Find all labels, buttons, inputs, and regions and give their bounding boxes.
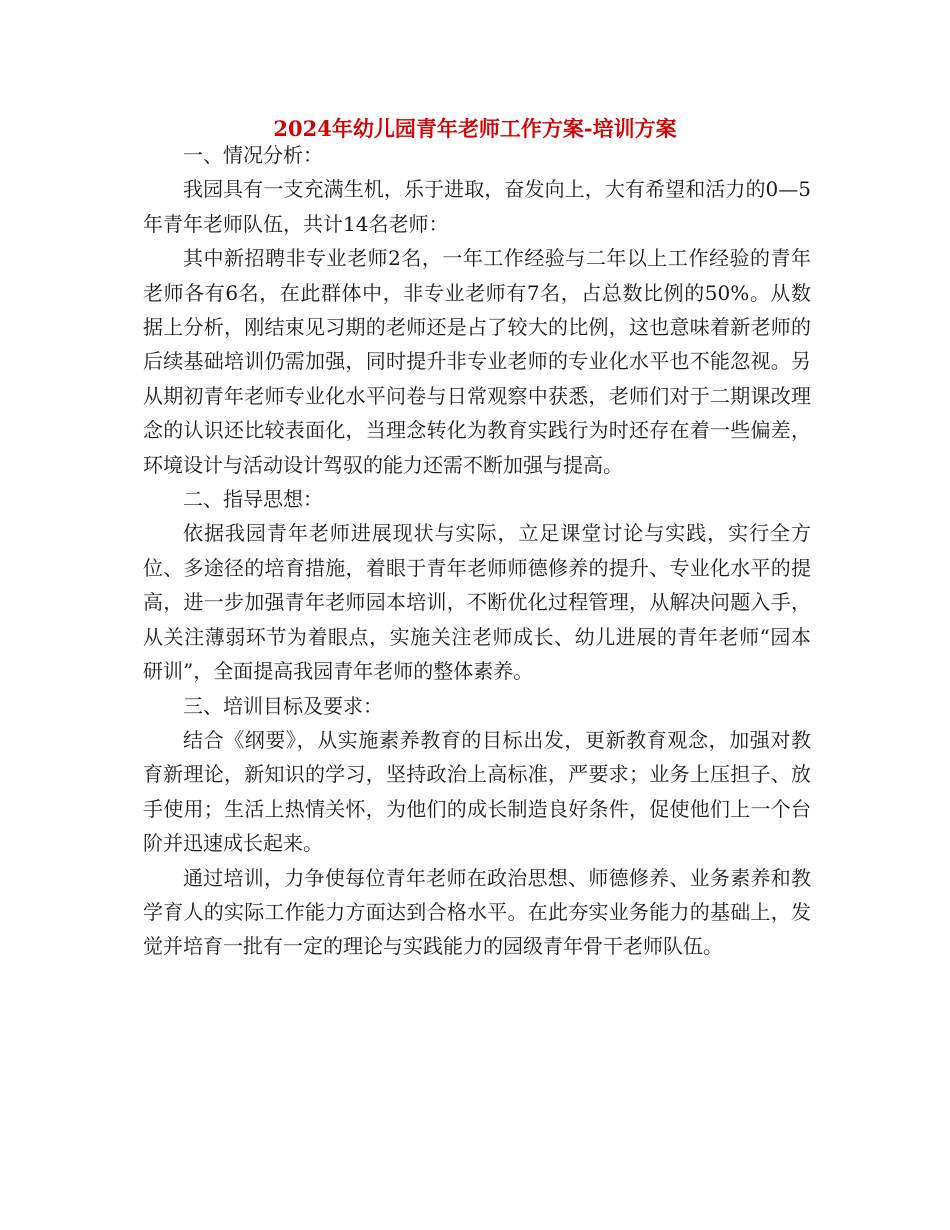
document-body [143,138,811,964]
paragraph-team-analysis: 其中新招聘非专业老师2名，一年工作经验与二年以上工作经验的青年老师各有6名，在此群体中，非专业老师有7名，占总数比例的50%。从数据上分析，刚结束见习期的老师还是占了较大的比例，这也意味着新老师的后续基础培训仍需加强，同时提升非专业老师的专业化水平也不能忽视。另从期初青年老师专业化水平问卷与日常观察中获悉，老师们对于二期课改理念的认识还比较表面化，当理念转化为教育实践行为时还存在着一些偏差，环境设计与活动设计驾驭的能力还需不断加强与提高。 [143,246,811,477]
paragraph-team-overview: 我园具有一支充满生机，乐于进取，奋发向上，大有希望和活力的0—5年青年老师队伍，共计14名老师： [143,177,811,236]
paragraph-guiding-thought: 依据我园青年老师进展现状与实际，立足课堂讨论与实践，实行全方位、多途径的培育措施，着眼于青年老师师德修养的提升、专业化水平的提高，进一步加强青年老师园本培训，不断优化过程管理，从解决问题入手，从关注薄弱环节为着眼点，实施关注老师成长、幼儿进展的青年老师“园本研训”，全面提高我园青年老师的整体素养。 [143,521,811,684]
section-heading-training-goals: 三、培训目标及要求： [183,693,383,718]
paragraph-training-requirements: 结合《纲要》，从实施素养教育的目标出发，更新教育观念，加强对教育新理论，新知识的学习，坚持政治上高标准，严要求；业务上压担子、放手使用；生活上热情关怀，为他们的成长制造良好条件，促使他们上一个台阶并迅速成长起来。 [143,727,811,856]
section-heading-guiding-thought: 二、指导思想： [183,487,323,512]
section-heading-situation: 一、情况分析： [183,143,323,167]
paragraph-training-outcome: 通过培训，力争使每位青年老师在政治思想、师德修养、业务素养和教学育人的实际工作能力方面达到合格水平。在此夯实业务能力的基础上，发觉并培育一批有一定的理论与实践能力的园级青年骨干老师队伍。 [143,865,811,959]
document-title: 2024年幼儿园青年老师工作方案-培训方案 [273,116,677,141]
